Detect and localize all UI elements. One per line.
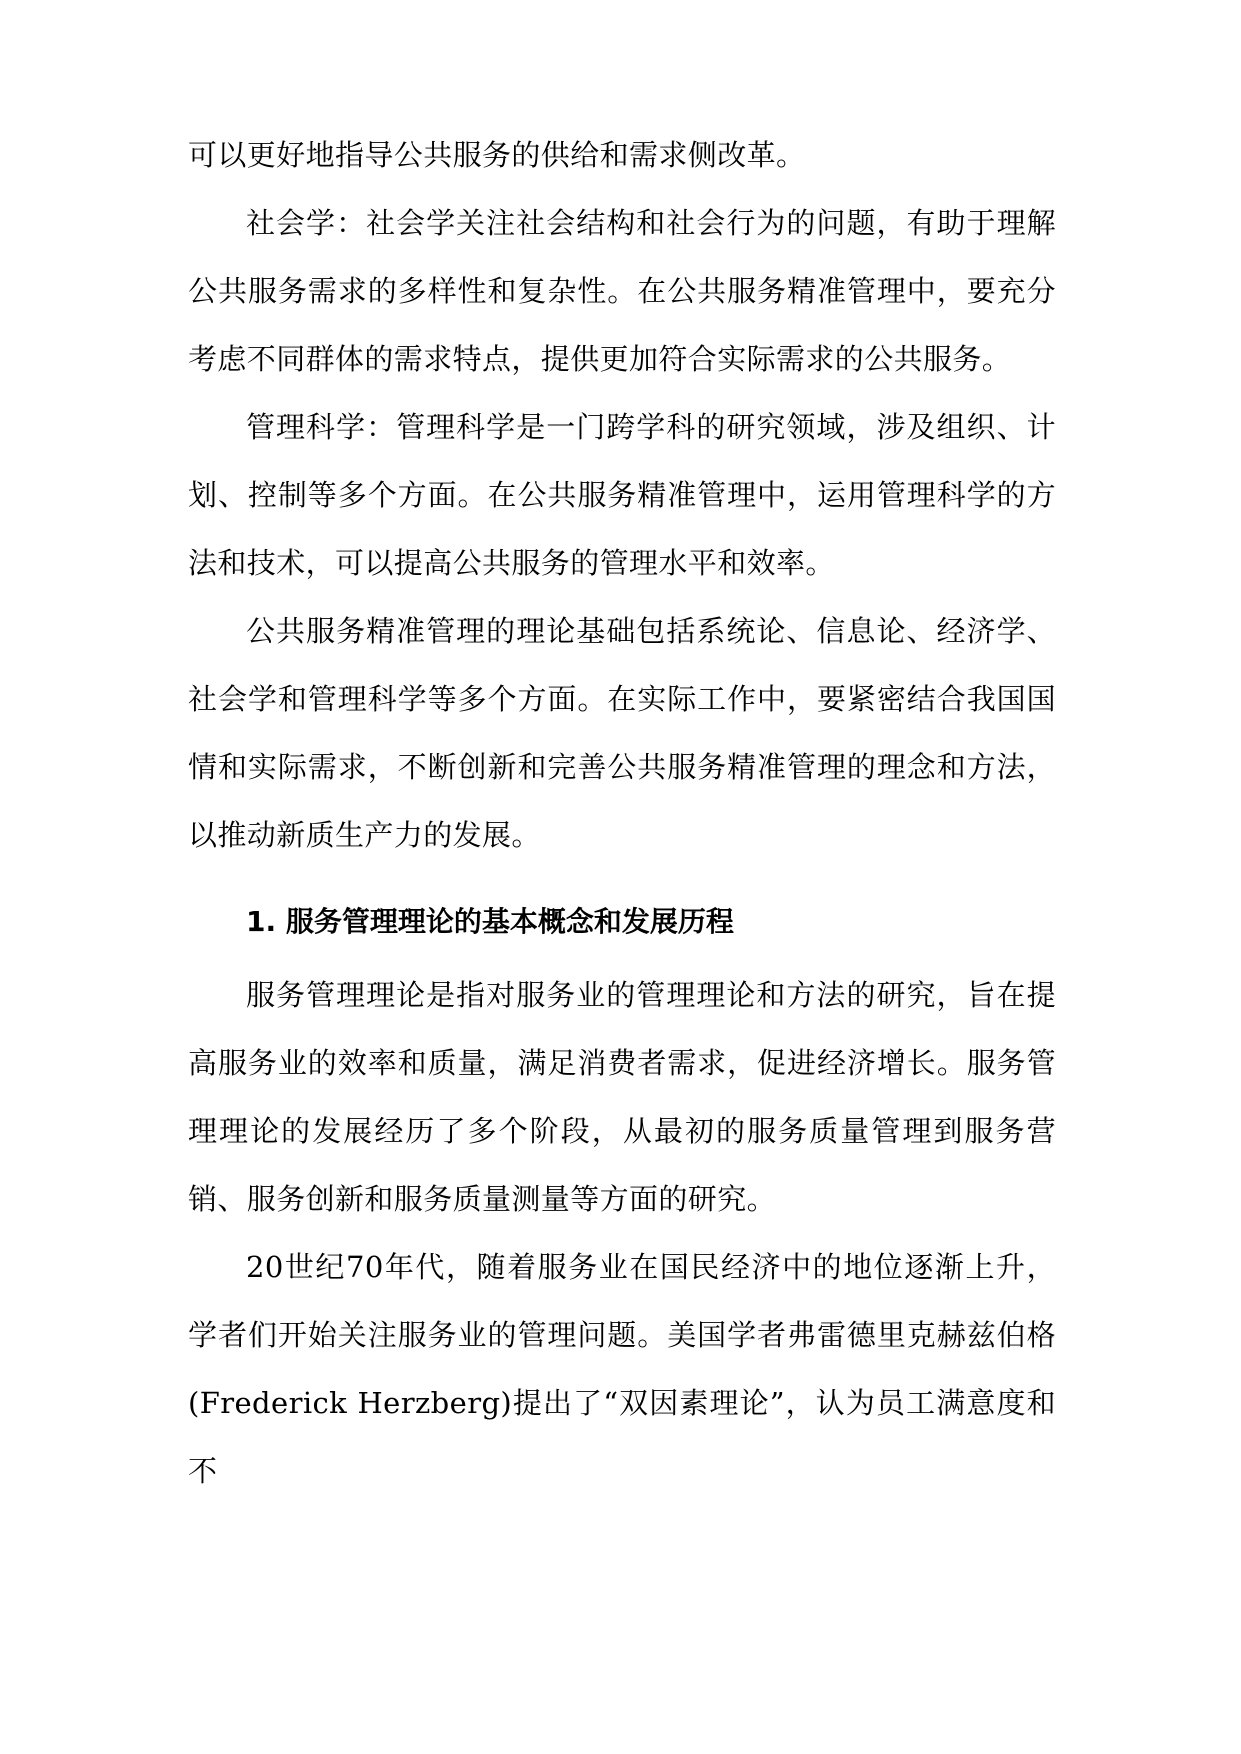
paragraph-sociology: 社会学：社会学关注社会结构和社会行为的问题，有助于理解公共服务需求的多样性和复杂性。在公共服务精准管理中，要充分考虑不同群体的需求特点，提供更加符合实际需求的公共服务。 <box>188 206 1056 376</box>
paragraph-management-science: 管理科学：管理科学是一门跨学科的研究领域，涉及组织、计划、控制等多个方面。在公共服务精准管理中，运用管理科学的方法和技术，可以提高公共服务的管理水平和效率。 <box>188 410 1056 580</box>
paragraph-1970s-history: 20世纪70年代，随着服务业在国民经济中的地位逐渐上升，学者们开始关注服务业的管理问题。美国学者弗雷德里克赫兹伯格(Frederick Herzberg)提出了“双因素理论”，认为员工满意度和不 <box>188 1250 1056 1488</box>
paragraph-continuation: 可以更好地指导公共服务的供给和需求侧改革。 <box>188 138 806 172</box>
paragraph-service-management-definition: 服务管理理论是指对服务业的管理理论和方法的研究，旨在提高服务业的效率和质量，满足消费者需求，促进经济增长。服务管理理论的发展经历了多个阶段，从最初的服务质量管理到服务营销、服务创新和服务质量测量等方面的研究。 <box>188 978 1056 1216</box>
paragraph-theory-summary: 公共服务精准管理的理论基础包括系统论、信息论、经济学、社会学和管理科学等多个方面。在实际工作中，要紧密结合我国国情和实际需求，不断创新和完善公共服务精准管理的理念和方法，以推动新质生产力的发展。 <box>188 614 1056 852</box>
section-heading: 1. 服务管理理论的基本概念和发展历程 <box>246 905 734 938</box>
